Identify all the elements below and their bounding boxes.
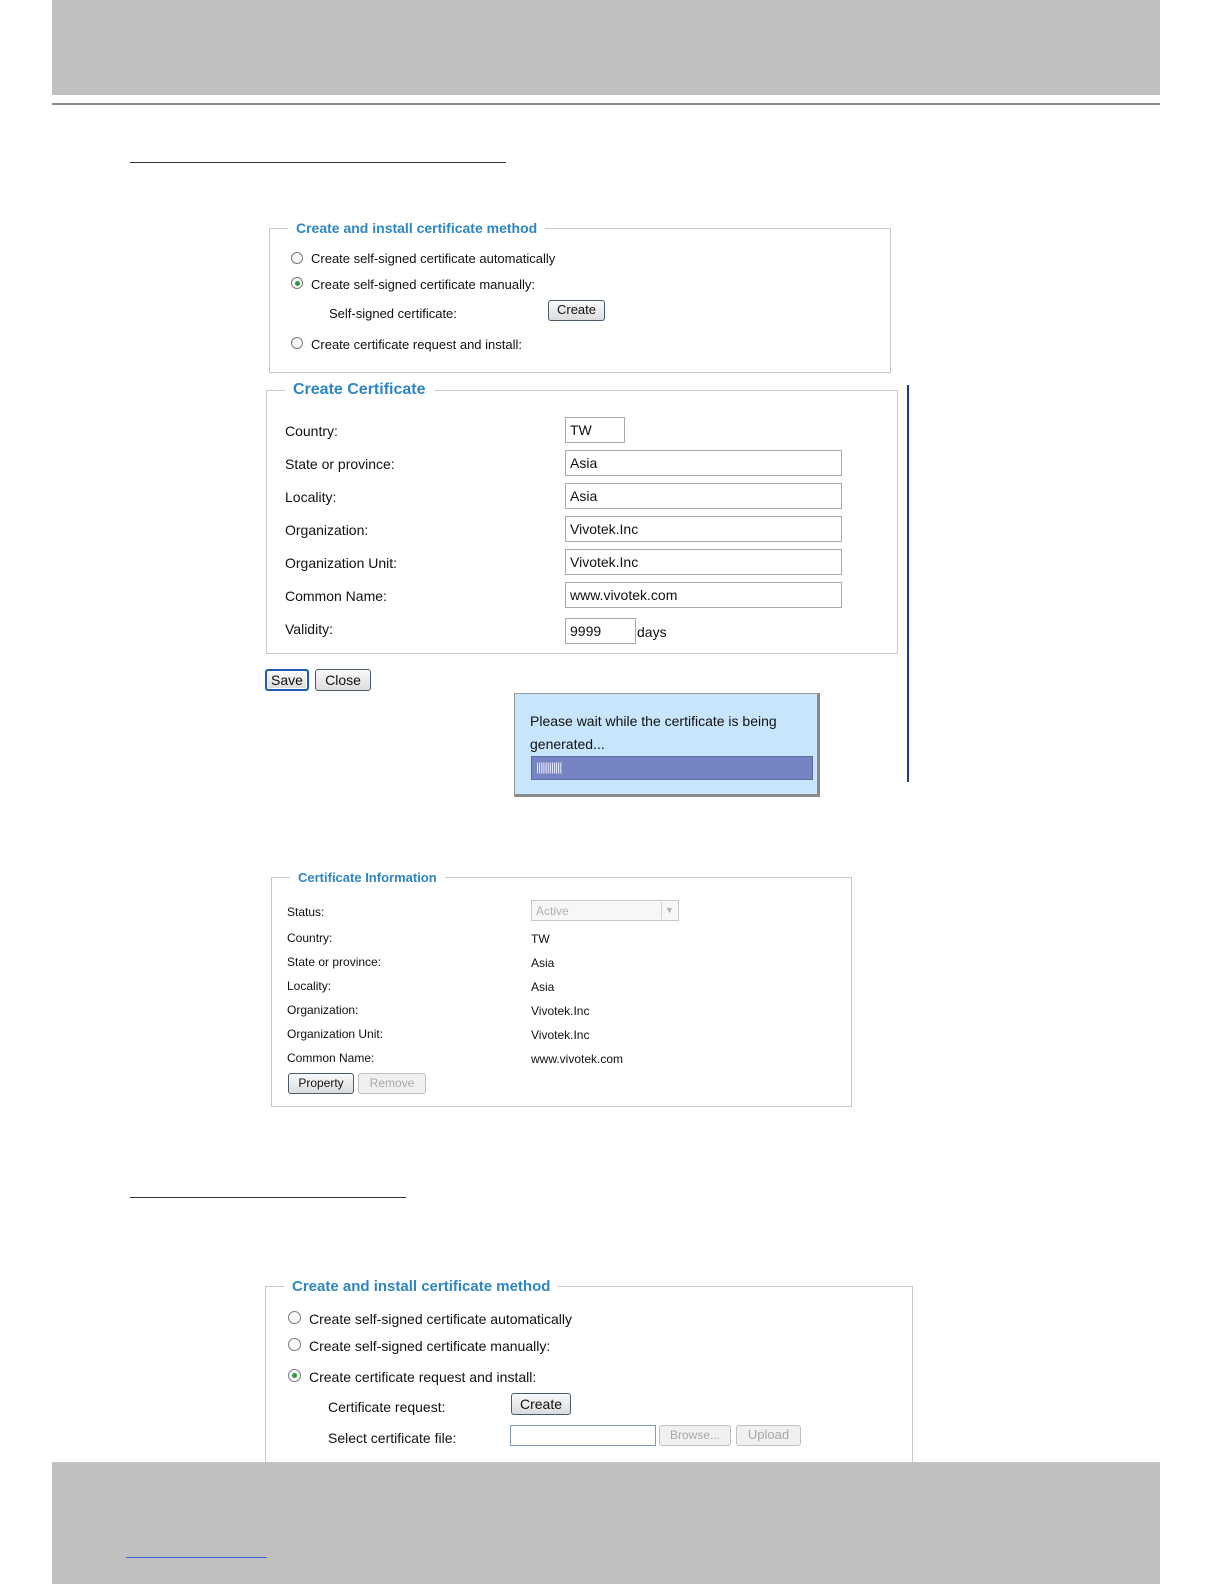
option-label: Create self-signed certificate automatically <box>311 251 556 266</box>
state-label: State or province: <box>287 955 382 969</box>
locality-label: Locality: <box>285 489 337 505</box>
org-unit-label: Organization Unit: <box>287 1027 384 1041</box>
footer-link-underline <box>126 1557 267 1558</box>
create-request-button[interactable]: Create <box>511 1393 571 1415</box>
validity-input[interactable]: 9999 <box>565 618 636 644</box>
radio-self-signed-manual[interactable] <box>291 277 303 289</box>
save-button[interactable]: Save <box>265 669 309 691</box>
cert-request-label: Certificate request: <box>328 1399 446 1415</box>
section-heading-rule <box>130 162 506 163</box>
section-heading-rule <box>130 1197 406 1198</box>
option-label: Create self-signed certificate manually: <box>309 1338 551 1354</box>
margin-bar <box>907 385 909 782</box>
radio-self-signed-auto[interactable] <box>288 1311 301 1324</box>
progress-popup <box>514 693 820 797</box>
org-unit-value: Vivotek.Inc <box>531 1028 590 1042</box>
organization-label: Organization: <box>285 522 369 538</box>
radio-self-signed-auto[interactable] <box>291 252 303 264</box>
status-select <box>531 900 679 921</box>
browse-button[interactable]: Browse... <box>659 1425 731 1446</box>
common-name-input[interactable]: www.vivotek.com <box>565 582 842 608</box>
remove-button[interactable]: Remove <box>358 1073 426 1094</box>
country-label: Country: <box>285 423 338 439</box>
close-button[interactable]: Close <box>315 669 371 691</box>
radio-cert-request[interactable] <box>288 1369 301 1382</box>
option-label: Create certificate request and install: <box>309 1369 537 1385</box>
progress-message: Please wait while the certificate is being generated... <box>530 713 777 752</box>
locality-input[interactable]: Asia <box>565 483 842 509</box>
locality-label: Locality: <box>287 979 332 993</box>
header-rule <box>52 103 1160 105</box>
panel-legend: Certificate Information <box>298 870 437 885</box>
state-label: State or province: <box>285 456 395 472</box>
state-value: Asia <box>531 956 555 970</box>
certificate-file-input[interactable] <box>510 1425 656 1446</box>
state-input[interactable]: Asia <box>565 450 842 476</box>
create-button[interactable]: Create <box>548 300 605 321</box>
common-name-label: Common Name: <box>285 588 387 604</box>
common-name-label: Common Name: <box>287 1051 375 1065</box>
country-value: TW <box>531 932 550 946</box>
status-value: Active <box>536 904 569 918</box>
option-label: Create certificate request and install: <box>311 337 522 352</box>
common-name-value: www.vivotek.com <box>531 1052 624 1066</box>
self-signed-label: Self-signed certificate: <box>329 306 457 321</box>
panel-legend: Create and install certificate method <box>296 220 538 236</box>
status-label: Status: <box>287 905 325 919</box>
country-input[interactable]: TW <box>565 417 625 443</box>
progress-bar <box>531 756 813 780</box>
validity-unit: days <box>637 624 667 640</box>
org-unit-label: Organization Unit: <box>285 555 398 571</box>
validity-label: Validity: <box>285 621 333 637</box>
option-label: Create self-signed certificate manually: <box>311 277 535 292</box>
country-label: Country: <box>287 931 333 945</box>
progress-bar-ticks: |||||||||||| <box>536 760 562 774</box>
chevron-down-icon: ▼ <box>661 902 677 919</box>
select-file-label: Select certificate file: <box>328 1430 457 1446</box>
radio-cert-request[interactable] <box>291 337 303 349</box>
org-unit-input[interactable]: Vivotek.Inc <box>565 549 842 575</box>
organization-label: Organization: <box>287 1003 359 1017</box>
header-band <box>52 0 1160 95</box>
upload-button[interactable]: Upload <box>736 1425 801 1446</box>
option-label: Create self-signed certificate automatically <box>309 1311 573 1327</box>
organization-input[interactable]: Vivotek.Inc <box>565 516 842 542</box>
panel-legend: Create Certificate <box>293 381 426 398</box>
locality-value: Asia <box>531 980 555 994</box>
panel-legend: Create and install certificate method <box>292 1278 551 1295</box>
organization-value: Vivotek.Inc <box>531 1004 590 1018</box>
radio-self-signed-manual[interactable] <box>288 1338 301 1351</box>
property-button[interactable]: Property <box>288 1073 354 1094</box>
footer-band <box>52 1462 1160 1584</box>
